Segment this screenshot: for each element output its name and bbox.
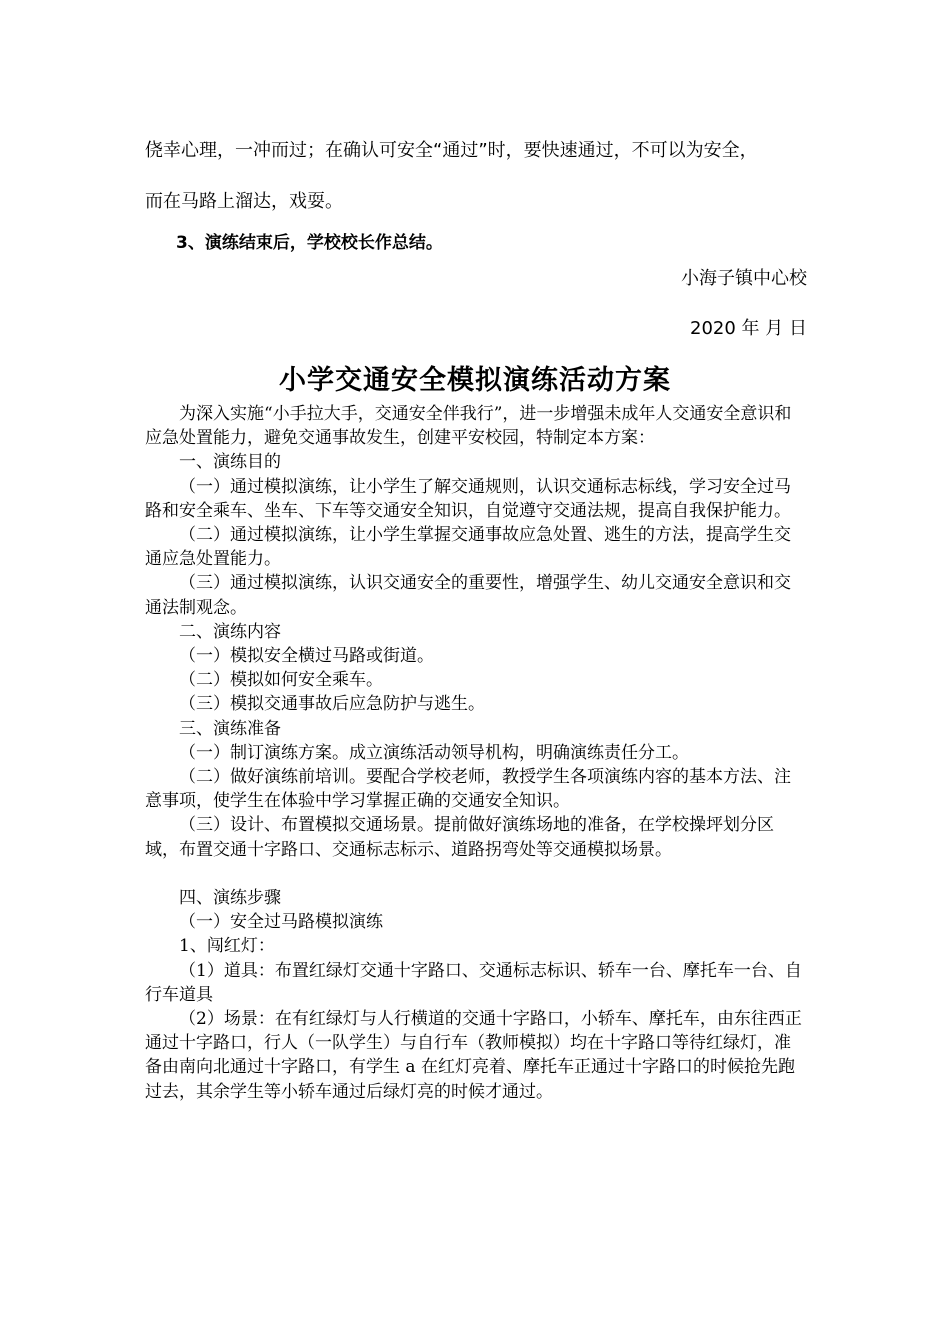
signature-date: 2020 年 月 日: [690, 318, 807, 339]
document-body: [145, 402, 805, 1104]
blank-line: [145, 862, 805, 886]
body-paragraph: （三）通过模拟演练，认识交通安全的重要性，增强学生、幼儿交通安全意识和交通法制观念。: [145, 573, 791, 618]
section-heading: 四、演练步骤: [179, 888, 281, 909]
continued-text-line-2: 而在马路上溜达，戏耍。: [145, 191, 343, 212]
body-paragraph: 1、闯红灯：: [179, 936, 275, 957]
continued-text-line-1: 侥幸心理，一冲而过；在确认可安全“通过”时，要快速通过，不可以为安全，: [145, 140, 758, 161]
document-title: 小学交通安全模拟演练活动方案: [279, 365, 671, 396]
body-paragraph: （三）模拟交通事故后应急防护与逃生。: [179, 694, 485, 715]
body-paragraph: （1）道具：布置红绿灯交通十字路口、交通标志标识、轿车一台、摩托车一台、自行车道具: [145, 960, 802, 1005]
signature-school: 小海子镇中心校: [681, 268, 807, 289]
intro-paragraph: 为深入实施“小手拉大手，交通安全伴我行”，进一步增强未成年人交通安全意识和应急处置能力，避免交通事故发生，创建平安校园，特制定本方案：: [145, 404, 792, 449]
section-heading: 一、演练目的: [179, 452, 281, 473]
body-paragraph: （一）制订演练方案。成立演练活动领导机构，明确演练责任分工。: [179, 742, 689, 763]
body-paragraph: （一）安全过马路模拟演练: [179, 912, 383, 933]
body-paragraph: （一）模拟安全横过马路或街道。: [179, 646, 434, 667]
body-paragraph: （二）做好演练前培训。要配合学校老师，教授学生各项演练内容的基本方法、注意事项，使学生在体验中学习掌握正确的交通安全知识。: [145, 767, 791, 812]
body-paragraph: （三）设计、布置模拟交通场景。提前做好演练场地的准备，在学校操坪划分区域，布置交通十字路口、交通标志标示、道路拐弯处等交通模拟场景。: [145, 815, 774, 860]
body-paragraph: （二）通过模拟演练，让小学生掌握交通事故应急处置、逃生的方法，提高学生交通应急处置能力。: [145, 525, 791, 570]
body-paragraph: （一）通过模拟演练，让小学生了解交通规则，认识交通标志标线，学习安全过马路和安全乘车、坐车、下车等交通安全知识，自觉遵守交通法规，提高自我保护能力。: [145, 476, 791, 521]
body-paragraph: （二）模拟如何安全乘车。: [179, 670, 383, 691]
section-heading: 三、演练准备: [179, 718, 281, 739]
step-3-heading: 3、演练结束后，学校校长作总结。: [176, 233, 443, 253]
section-heading: 二、演练内容: [179, 621, 281, 642]
body-paragraph: （2）场景：在有红绿灯与人行横道的交通十字路口，小轿车、摩托车，由东往西正通过十字路口，行人（一队学生）与自行车（教师模拟）均在十字路口等待红绿灯，准备由南向北通过十字路口，有学生 a 在红灯亮着、摩托车正通过十字路口的时候抢先跑过去，其余学生等小轿车通过后绿灯亮的时候才通过。: [145, 1009, 802, 1102]
